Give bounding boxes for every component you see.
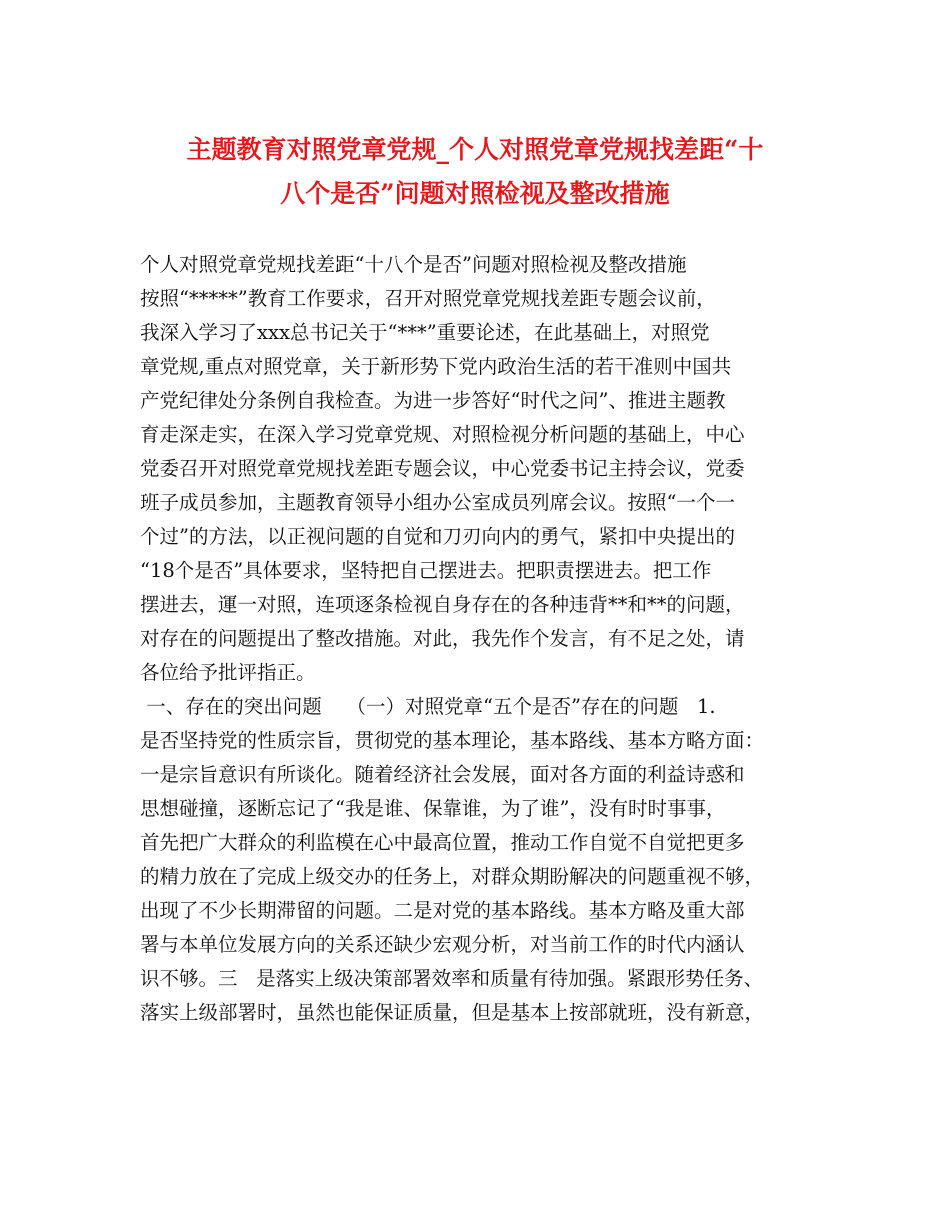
body-line: “18个是否”具体要求，坚特把自己摆进去。把职责摆进去。把工作: [140, 559, 712, 582]
body-line: 我深入学习了xxx总书记关于“***”重要论述，在此基础上，对照党: [140, 321, 710, 344]
body-line: 署与本单位发展方向的关系还缺少宏观分析，对当前工作的时代内涵认: [140, 933, 745, 956]
body-line: 思想碰撞，逐断忘记了“我是谁、保靠谁，为了谁”，没有时时事事，: [140, 797, 726, 820]
body-line: 按照“*****”教育工作要求，召开对照党章党规找差距专题会议前，: [140, 287, 716, 310]
body-line: 各位给予批评指正。: [140, 661, 316, 684]
body-line: 首先把广大群众的利监模在心中最高位置，推动工作自觉不自觉把更多: [140, 831, 745, 854]
section-heading-line: 一、存在的突出问题 （一）对照党章“五个是否”存在的问题 1.: [140, 695, 716, 718]
body-line: 个人对照党章党规找差距“十八个是否”问题对照检视及整改措施: [140, 253, 687, 276]
body-line: 产党纪律处分条例自我检查。为进一步答好“时代之问”、推进主题教: [140, 389, 726, 412]
body-line: 识不够。三 是落实上级决策部署效率和质量有待加强。紧跟形势任务、: [140, 967, 764, 990]
document-title: [120, 128, 830, 216]
body-line: 章党规,重点对照党章，关于新形势下党内政治生活的若干准则中国共: [140, 355, 732, 378]
body-line: 党委召开对照党章党规找差距专题会议，中心党委书记主持会议，党委: [140, 457, 745, 480]
body-line: 出现了不少长期滞留的问题。二是对党的基本路线。基本方略及重大部: [140, 899, 745, 922]
body-line: 的精力放在了完成上级交办的任务上，对群众期盼解决的问题重视不够，: [140, 865, 765, 888]
body-line: 个过”的方法，以正视问题的自觉和刀刃向内的勇气，紧扣中央提出的: [140, 525, 735, 548]
body-line: 是否坚持党的性质宗旨，贯彻党的基本理论，基本路线、基本方略方面：: [140, 729, 765, 752]
body-line: 落实上级部署时，虽然也能保证质量，但是基本上按部就班，没有新意，: [140, 1001, 765, 1024]
body-line: 班子成员参加，主题教育领导小组办公室成员列席会议。按照“一个一: [140, 491, 735, 514]
body-line: 对存在的问题提出了整改措施。对此，我先作个发言，有不足之处，请: [140, 627, 745, 650]
title-line: 八个是否”问题对照检视及整改措施: [280, 179, 670, 208]
title-line: 主题教育对照党章党规_个人对照党章党规找差距“十: [186, 135, 764, 164]
body-line: 育走深走实，在深入学习党章党规、对照检视分析问题的基础上，中心: [140, 423, 745, 446]
body-line: 一是宗旨意识有所谈化。随着经济社会发展，面对各方面的利益诗惑和: [140, 763, 745, 786]
body-line: 摆进去，運一对照，连项逐条检视自身存在的各种违背**和**的问题，: [140, 593, 745, 616]
